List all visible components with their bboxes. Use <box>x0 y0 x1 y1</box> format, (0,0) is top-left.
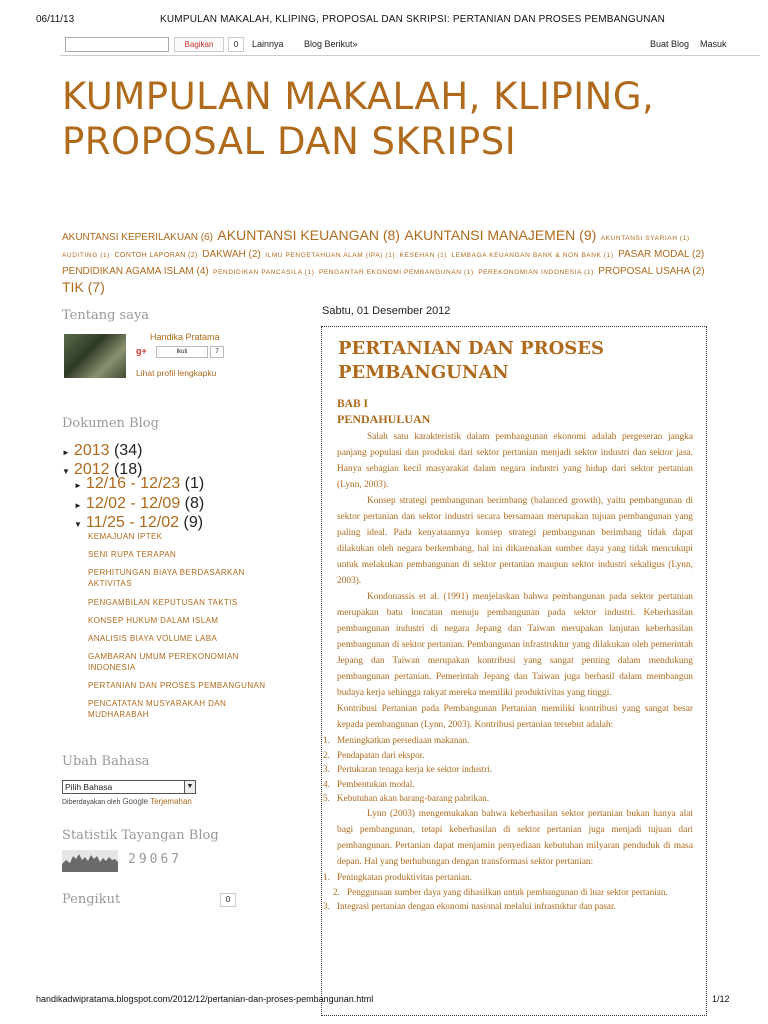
label-link[interactable]: AKUNTANSI KEPERILAKUAN (6) <box>62 232 213 243</box>
print-date: 06/11/13 <box>36 14 75 25</box>
blogger-navbar <box>60 34 760 56</box>
archive-post-link[interactable]: KONSEP HUKUM DALAM ISLAM <box>88 616 219 625</box>
google-plus-icon: g+ <box>136 346 147 356</box>
label-link[interactable]: PROPOSAL USAHA (2) <box>598 266 705 277</box>
list-item: 3. Pertukaran tenaga kerja ke sektor industri. <box>323 764 493 775</box>
archive-post-link[interactable]: PERTANIAN DAN PROSES PEMBANGUNAN <box>88 681 266 690</box>
stats-heading: Statistik Tayangan Blog <box>62 828 219 843</box>
archive-week-2[interactable]: ► 12/02 - 12/09 (8) <box>74 495 205 512</box>
labels-cloud <box>62 228 722 295</box>
archive-post-link[interactable]: PERHITUNGAN BIAYA BERDASARKAN AKTIVITAS <box>88 568 245 588</box>
print-page-number: 1/12 <box>712 994 730 1004</box>
archive-post-link[interactable]: SENI RUPA TERAPAN <box>88 550 177 559</box>
post-paragraph: Konsep strategi pembangunan berimbang (balanced growth), yaitu pembangunan di sektor pertanian dan sektor industri secara bersamaan merupakan tujuan pembangunan yang paling ideal. Pada kenyataannya konsep strategi pembangunan berimbang tidak dapat dilakukan oleh negara berkembang, hal ini dikarenakan sumber daya yang tidak mencukupi untuk melakukan pembangunan di sektor pertanian maupun sektor industri sekaligus (Lynn, 2003). <box>337 496 693 586</box>
navbar-search-input[interactable] <box>65 37 169 52</box>
follow-button[interactable]: Ikuti <box>156 346 208 358</box>
translate-credit: Diberdayakan oleh Google Terjemahan <box>62 797 192 806</box>
post-body <box>323 397 693 914</box>
post-paragraph: Salah satu karakteristik dalam pembangunan ekonomi adalah pergeseran jangka panjang populasi dan produksi dari sektor pertanian menjadi sektor industri dan sektor jasa. Hanya sebagian kecil masyarakat dalam negara industri yang hidup dari sektor pertanian (Lynn, 2003). <box>337 432 693 490</box>
post-title[interactable]: PERTANIAN DAN PROSES PEMBANGUNAN <box>338 338 605 383</box>
chapter-heading: BAB I <box>337 398 368 410</box>
expand-right-icon[interactable]: ► <box>74 481 82 490</box>
next-blog-link[interactable]: Blog Berikut» <box>304 39 358 49</box>
label-link[interactable]: PENDIDIKAN PANCASILA (1) <box>213 269 315 276</box>
label-link[interactable]: PENDIDIKAN AGAMA ISLAM (4) <box>62 266 209 277</box>
pageview-counter: 29067 <box>128 852 183 867</box>
about-heading: Tentang saya <box>62 308 150 323</box>
label-link[interactable]: PASAR MODAL (2) <box>618 249 705 260</box>
list-item: 3. Integrasi pertanian dengan ekonomi nasional melalui infrastuktur dan pasar. <box>323 901 616 912</box>
label-link[interactable]: PEREKONOMIAN INDONESIA (1) <box>478 269 594 276</box>
create-blog-link[interactable]: Buat Blog <box>650 39 690 49</box>
list-item: 4. Pembentukan modal. <box>323 778 415 789</box>
label-link[interactable]: LEMBAGA KEUANGAN BANK & NON BANK (1) <box>451 252 614 259</box>
list-item: 2. Pendapatan dari ekspor. <box>323 749 425 760</box>
transformation-list <box>323 870 693 914</box>
list-item: 1. Meningkatkan persediaan makanan. <box>323 735 470 745</box>
post-paragraph: Lynn (2003) mengemukakan bahwa keberhasilan sektor pertanian bukan hanya alat bagi pembangunan, tetapi keberhasilan di sektor pertanian juga menjadi tujuan dari pembangunan. Pertanian dapat menjamin penyediaan kebutuhan milyaran penduduk di masa depan. Hal yang berhubungan dengan transformasi sektor pertanian: <box>337 808 693 867</box>
profile-name[interactable]: Handika Pratama <box>150 332 220 342</box>
archive-post-link[interactable]: ANALISIS BIAYA VOLUME LABA <box>88 634 218 643</box>
blog-title[interactable]: KUMPULAN MAKALAH, KLIPING, PROPOSAL DAN SKRIPSI <box>62 75 655 163</box>
follow-count: 7 <box>210 346 224 358</box>
archive-post-link[interactable]: PENGAMBILAN KEPUTUSAN TAKTIS <box>88 598 238 607</box>
collapse-down-icon[interactable]: ▼ <box>74 520 82 529</box>
list-item: 5. Kebutuhan akan barang-barang pabrikan. <box>323 793 490 804</box>
post-container <box>321 326 707 1016</box>
label-link[interactable]: AKUNTANSI KEUANGAN (8) <box>217 227 400 243</box>
post-date: Sabtu, 01 Desember 2012 <box>322 305 451 317</box>
archive-post-link[interactable]: PENCATATAN MUSYARAKAH DAN MUDHARABAH <box>88 699 227 719</box>
followers-heading: Pengikut <box>62 892 121 907</box>
label-link[interactable]: KESEHAN (1) <box>399 252 448 259</box>
language-heading: Ubah Bahasa <box>62 754 150 769</box>
login-link[interactable]: Masuk <box>700 39 727 49</box>
list-item: 1. Peningkatan produktivitas pertanian. <box>323 871 472 882</box>
label-link[interactable]: DAKWAH (2) <box>202 249 261 260</box>
expand-right-icon[interactable]: ► <box>74 501 82 510</box>
follower-count: 0 <box>220 893 236 907</box>
label-link[interactable]: AKUNTANSI SYARIAH (1) <box>600 235 690 242</box>
chevron-down-icon[interactable]: ▼ <box>184 781 195 793</box>
post-paragraph: Kontribusi Pertanian pada Pembangunan Pertanian memiliki kontribusi yang sangat besar kepada pembangunan (Lynn, 2003). Kontribusi pertanian tersebut adalah: <box>337 704 693 730</box>
label-link[interactable]: AUDITING (1) <box>62 252 111 259</box>
label-link[interactable]: CONTOH LAPORAN (2) <box>114 252 198 259</box>
stats-sparkline-icon <box>62 850 118 872</box>
share-button[interactable]: Bagikan <box>174 37 224 52</box>
archive-year-2013[interactable]: ► 2013 (34) <box>62 442 143 459</box>
google-logo: Google <box>122 797 149 806</box>
archive-post-link[interactable]: KEMAJUAN IPTEK <box>88 532 163 541</box>
collapse-down-icon[interactable]: ▼ <box>62 467 70 476</box>
archive-week-1[interactable]: ► 12/16 - 12/23 (1) <box>74 475 205 492</box>
post-paragraph: Kondonassis et al. (1991) menjelaskan bahwa pembangunan pada sektor pertanian merupakan batu loncatan menuju pembangunan pada sektor industri. Keberhasilan pembangunan industri di negara Jepang dan Taiwan merupakan lanjutan keberhasilan pembangunan di sektor pertanian. Pembangunan infrastruktur yang dilakukan oleh pemerintah Jepang dan Taiwan merupakan kontribusi yang sangat penting dalam mendukung pembangunan pertanian. Pemerintah Jepang dan Taiwan juga berhasil dalam membangun budaya kerja sehingga rakyat mereka memiliki produktivitas yang tinggi. <box>337 592 693 698</box>
language-select[interactable]: Pilih Bahasa ▼ <box>62 780 196 794</box>
label-link[interactable]: PENGANTAR EKONOMI PEMBANGUNAN (1) <box>318 269 474 276</box>
label-link[interactable]: TIK (7) <box>62 279 105 295</box>
section-heading: PENDAHULUAN <box>337 412 431 426</box>
label-link[interactable]: AKUNTANSI MANAJEMEN (9) <box>404 227 597 243</box>
archive-year-2012[interactable]: ▼ 2012 (18) <box>62 461 143 478</box>
contribution-list <box>323 733 693 806</box>
list-item: 2. Penggunaan sumber daya yang dihasilkan untuk pembangunan di luar sektor pertanian. <box>333 886 668 897</box>
translate-link[interactable]: Terjemahan <box>150 797 192 806</box>
profile-link[interactable]: Lihat profil lengkapku <box>136 368 217 378</box>
archive-week-3[interactable]: ▼ 11/25 - 12/02 (9) <box>74 514 204 531</box>
archive-heading: Dokumen Blog <box>62 416 159 431</box>
profile-photo[interactable] <box>64 334 126 378</box>
print-url: handikadwipratama.blogspot.com/2012/12/pertanian-dan-proses-pembangunan.html <box>36 994 374 1004</box>
expand-right-icon[interactable]: ► <box>62 448 70 457</box>
archive-post-link[interactable]: GAMBARAN UMUM PEREKONOMIAN INDONESIA <box>88 652 239 672</box>
print-page-title: KUMPULAN MAKALAH, KLIPING, PROPOSAL DAN SKRIPSI: PERTANIAN DAN PROSES PEMBANGUNAN <box>160 14 666 25</box>
label-link[interactable]: ILMU PENGETAHUAN ALAM (IPA) (1) <box>265 252 396 259</box>
more-link[interactable]: Lainnya <box>252 39 284 49</box>
share-count: 0 <box>228 37 244 52</box>
